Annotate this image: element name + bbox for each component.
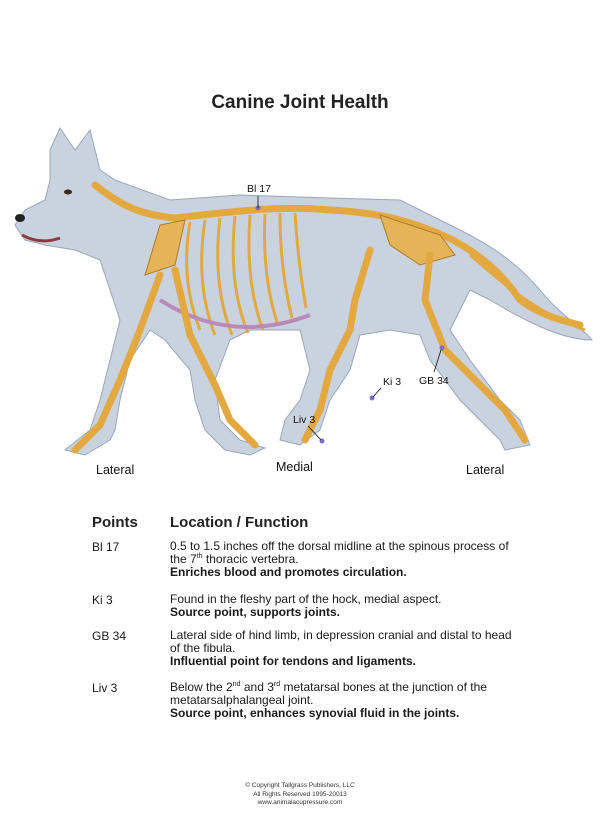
point-function: Source point, enhances synovial fluid in the joints. <box>170 706 460 720</box>
callout-gb34: GB 34 <box>419 375 449 387</box>
nose-mark <box>15 214 25 222</box>
point-function: Source point, supports joints. <box>170 605 341 619</box>
point-description: Lateral side of hind limb, in depression cranial and distal to head of the fibula. Influential point for tendons and ligaments. <box>170 629 570 668</box>
copyright-footer <box>0 782 600 808</box>
point-description <box>170 593 570 619</box>
point-code: Liv 3 <box>92 681 118 695</box>
point-function: Influential point for tendons and ligaments. <box>170 654 416 668</box>
view-label-medial: Medial <box>276 460 313 474</box>
view-label-lateral-right: Lateral <box>466 463 505 477</box>
point-description: 0.5 to 1.5 inches off the dorsal midline at the spinous process of the 7th thoracic vertebra. Enriches blood and promotes circulation. <box>170 540 570 579</box>
point-function: Enriches blood and promotes circulation. <box>170 565 407 579</box>
point-code: Ki 3 <box>92 593 113 607</box>
callout-ki3: Ki 3 <box>383 376 402 388</box>
point-marker-gb34 <box>440 346 445 351</box>
view-label-lateral-left: Lateral <box>96 463 135 477</box>
website-link[interactable]: www.animalacupressure.com <box>257 799 343 806</box>
page-title: Canine Joint Health <box>211 92 389 113</box>
point-code: GB 34 <box>92 629 127 643</box>
description-line: Found in the fleshy part of the hock, medial aspect. <box>170 592 442 606</box>
callout-bl17: Bl 17 <box>247 183 271 195</box>
copyright-line: © Copyright Tallgrass Publishers, LLC <box>245 782 355 789</box>
location-column-header: Location / Function <box>170 514 309 531</box>
callout-liv3: Liv 3 <box>293 414 316 426</box>
dog-skeleton-illustration <box>0 118 600 490</box>
leader-line-ki3 <box>373 388 381 397</box>
rights-line: All Rights Reserved 1995-20013 <box>253 790 347 798</box>
point-code: Bl 17 <box>92 540 120 554</box>
points-column-header: Points <box>92 514 138 531</box>
point-description: Below the 2nd and 3rd metatarsal bones at the junction of the metatarsalphalangeal joint. Source point, enhances synovial fluid in the joints. <box>170 681 570 720</box>
description-line: 0.5 to 1.5 inches off the dorsal midline at the spinous process of <box>170 539 509 553</box>
eye-mark <box>64 190 72 195</box>
description-line: Lateral side of hind limb, in depression cranial and distal to head <box>170 628 512 642</box>
